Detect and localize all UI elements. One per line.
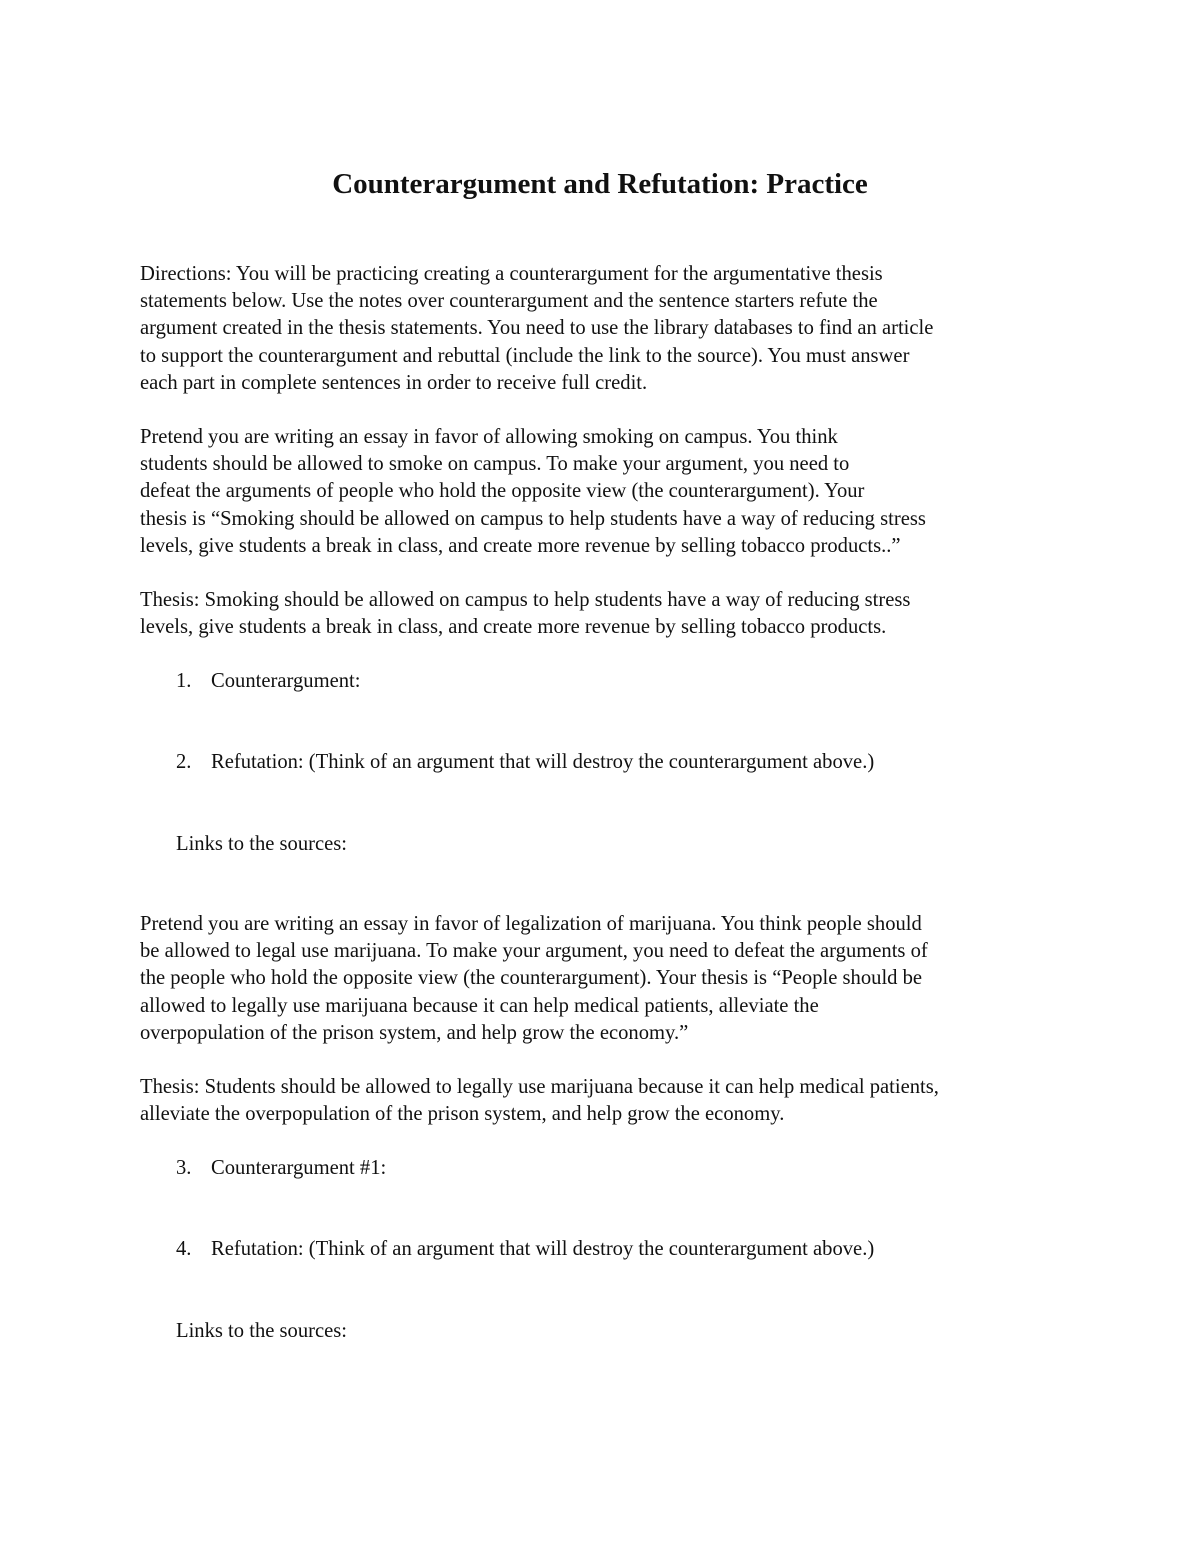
marijuana-thesis-paragraph	[140, 1074, 1070, 1128]
prompt-line: students should be allowed to smoke on campus. To make your argument, you need to	[140, 453, 850, 476]
prompt-line: thesis is “Smoking should be allowed on campus to help students have a way of reducing stress	[140, 507, 926, 530]
thesis-line: alleviate the overpopulation of the prison system, and help grow the economy.	[140, 1103, 785, 1126]
list-item-number: 4.	[176, 1238, 192, 1260]
list-item-counterargument	[176, 668, 360, 695]
smoking-thesis-paragraph	[140, 587, 1070, 641]
list-item-refutation	[176, 1236, 874, 1263]
list-item-text: Refutation: (Think of an argument that will destroy the counterargument above.)	[211, 1238, 875, 1260]
list-item-number: 3.	[176, 1157, 192, 1179]
list-item-text: Counterargument #1:	[211, 1157, 387, 1179]
prompt-line: the people who hold the opposite view (the counterargument). Your thesis is “People should be	[140, 967, 923, 990]
prompt-line: Pretend you are writing an essay in favor of allowing smoking on campus. You think	[140, 426, 838, 448]
links-to-sources-label: Links to the sources:	[176, 1320, 348, 1342]
list-item-number: 2.	[176, 751, 192, 773]
list-item-number: 1.	[176, 670, 192, 692]
directions-line: argument created in the thesis statements. You need to use the library databases to find an article	[140, 317, 934, 340]
prompt-line: levels, give students a break in class, and create more revenue by selling tobacco products..”	[140, 534, 901, 557]
directions-line: statements below. Use the notes over counterargument and the sentence starters refute the	[140, 290, 878, 313]
prompt-line: defeat the arguments of people who hold the opposite view (the counterargument). Your	[140, 480, 865, 503]
prompt-line: be allowed to legal use marijuana. To make your argument, you need to defeat the arguments of	[140, 940, 928, 963]
smoking-prompt-paragraph	[140, 424, 1070, 560]
list-item-text: Refutation: (Think of an argument that will destroy the counterargument above.)	[211, 751, 875, 773]
links-to-sources-label: Links to the sources:	[176, 833, 348, 855]
prompt-line: Pretend you are writing an essay in favor of legalization of marijuana. You think people should	[140, 913, 922, 935]
directions-paragraph	[140, 261, 1070, 397]
marijuana-prompt-paragraph	[140, 911, 1070, 1047]
thesis-line: Thesis: Students should be allowed to legally use marijuana because it can help medical patients,	[140, 1076, 939, 1098]
page-title: Counterargument and Refutation: Practice	[332, 168, 868, 200]
list-item-refutation	[176, 749, 874, 776]
list-item-counterargument	[176, 1155, 386, 1182]
directions-line: each part in complete sentences in order to receive full credit.	[140, 371, 648, 394]
prompt-line: allowed to legally use marijuana because it can help medical patients, alleviate the	[140, 994, 819, 1017]
thesis-line: Thesis: Smoking should be allowed on campus to help students have a way of reducing stress	[140, 589, 911, 611]
prompt-line: overpopulation of the prison system, and help grow the economy.”	[140, 1021, 689, 1044]
directions-line: to support the counterargument and rebuttal (include the link to the source). You must answer	[140, 344, 910, 367]
thesis-line: levels, give students a break in class, and create more revenue by selling tobacco products.	[140, 616, 887, 639]
list-item-text: Counterargument:	[211, 670, 361, 692]
directions-line: Directions: You will be practicing creating a counterargument for the argumentative thesis	[140, 263, 883, 285]
